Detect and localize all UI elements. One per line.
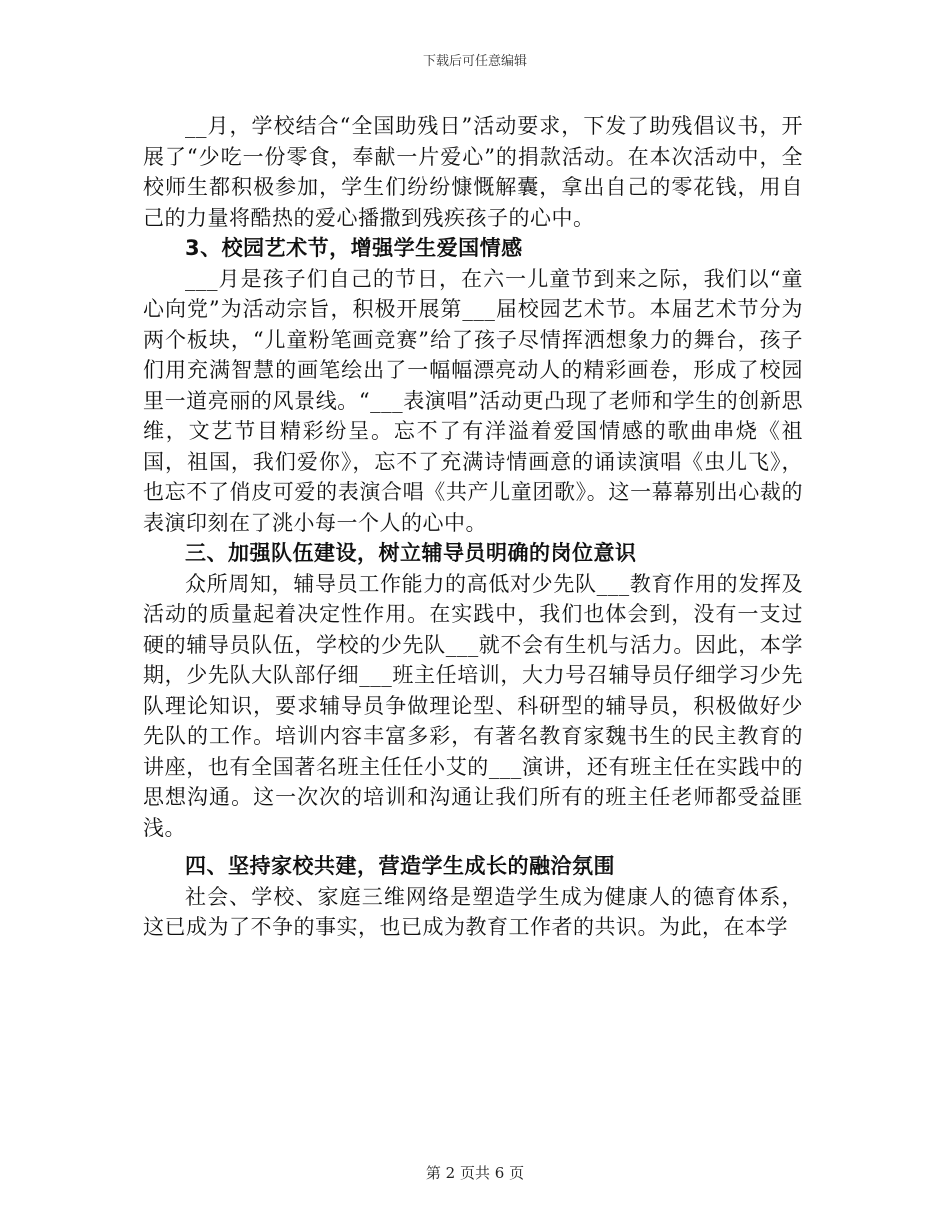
section-gap [143,843,803,851]
page-header: 下载后可任意编辑 [422,54,527,69]
paragraph-disability-day: __月，学校结合“全国助残日”活动要求，下发了助残倡议书，开展了“少吃一份零食，奉献一片爱心”的捐款活动。在本次活动中，全校师生都积极参加，学生们纷纷慷慨解囊，拿出自己的零花钱，用自己的力量将酷热的爱心播撒到残疾孩子的心中。 [143,114,803,230]
heading-team-building: 三、加强队伍建设，树立辅导员明确的岗位意识 [185,541,637,565]
heading-home-school: 四、坚持家校共建，营造学生成长的融洽氛围 [185,854,615,878]
paragraph-art-festival: ___月是孩子们自己的节日，在六一儿童节到来之际，我们以“童心向党”为活动宗旨，积极开展第___届校园艺术节。本届艺术节分为两个板块，“儿童粉笔画竞赛”给了孩子尽情挥洒想象力的舞台，孩子们用充满智慧的画笔绘出了一幅幅漂亮动人的精彩画卷，形成了校园里一道亮丽的风景线。“___表演唱”活动更凸现了老师和学生的创新思维，文艺节目精彩纷呈。忘不了有洋溢着爱国情感的歌曲串烧《祖国，祖国，我们爱你》，忘不了充满诗情画意的诵读演唱《虫儿飞》，也忘不了俏皮可爱的表演合唱《共产儿童团歌》。这一幕幕别出心裁的表演印刻在了洮小每一个人的心中。 [143,266,803,535]
paragraph-home-school: 社会、学校、家庭三维网络是塑造学生成为健康人的德育体系，这已成为了不争的事实，也已成为教育工作者的共识。为此，在本学 [143,884,803,939]
heading-art-festival: 3、校园艺术节，增强学生爱国情感 [185,236,523,260]
document-body [143,111,803,943]
paragraph-team-building: 众所周知，辅导员工作能力的高低对少先队___教育作用的发挥及活动的质量起着决定性作用。在实践中，我们也体会到，没有一支过硬的辅导员队伍，学校的少先队___就不会有生机与活力。因此，本学期，少先队大队部仔细___班主任培训，大力号召辅导员仔细学习少先队理论知识，要求辅导员争做理论型、科研型的辅导员，积极做好少先队的工作。培训内容丰富多彩，有著名教育家魏书生的民主教育的讲座，也有全国著名班主任任小艾的___演讲，还有班主任在实践中的思想沟通。这一次次的培训和沟通让我们所有的班主任老师都受益匪浅。 [143,571,803,840]
page-footer: 第 2 页共 6 页 [425,1164,525,1182]
